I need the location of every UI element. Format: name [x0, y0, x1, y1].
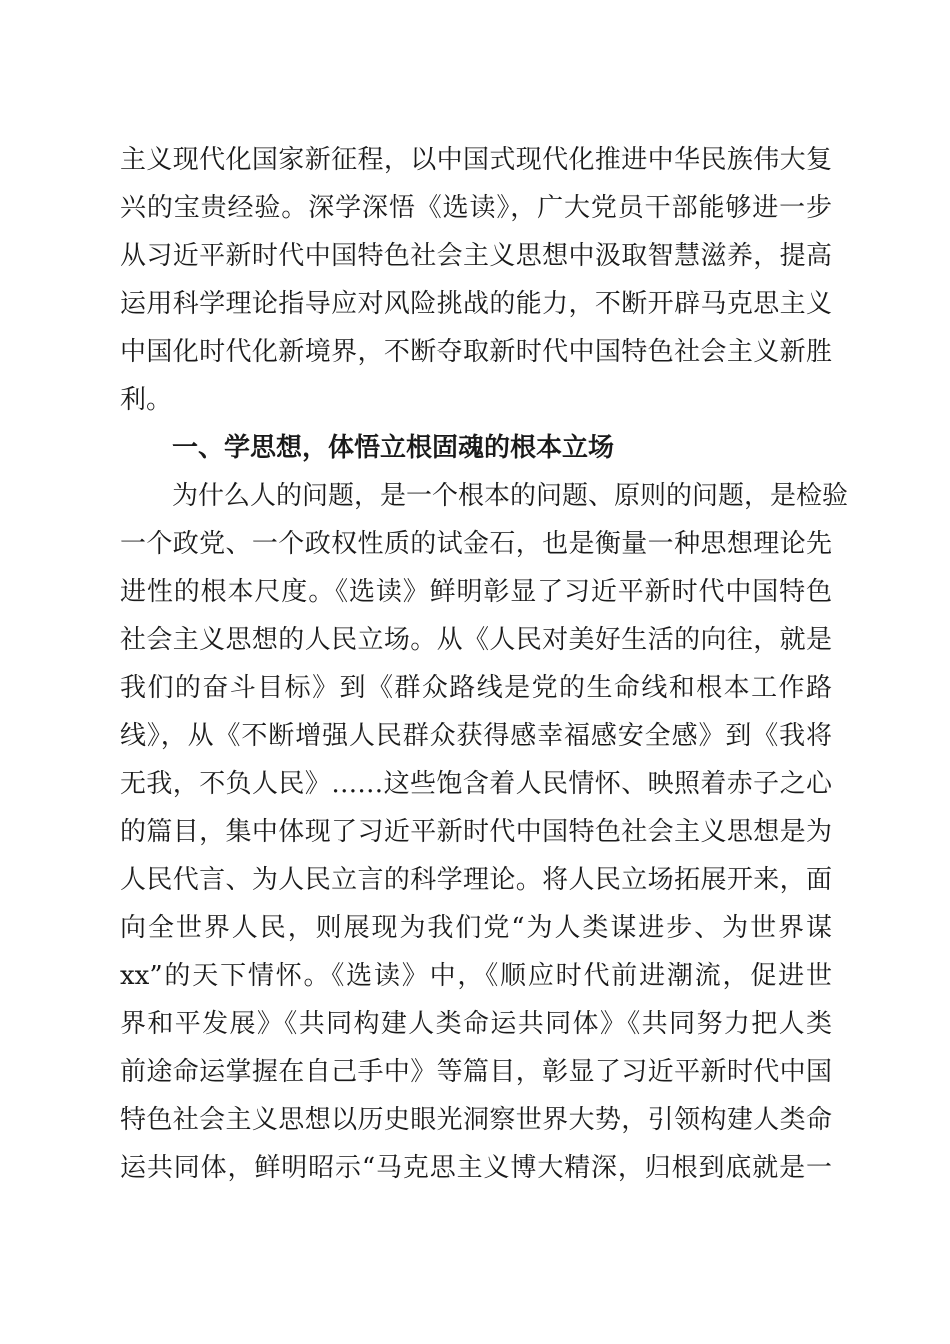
paragraph-2-line-12: 界和平发展》《共同构建人类命运共同体》《共同努力把人类 [120, 1009, 832, 1039]
paragraph-2-line-10: 向全世界人民，则展现为我们党“为人类谋进步、为世界谋 [120, 913, 832, 943]
paragraph-2-line-1: 为什么人的问题，是一个根本的问题、原则的问题，是检验 [172, 481, 849, 511]
paragraph-2-line-8: 的篇目，集中体现了习近平新时代中国特色社会主义思想是为 [120, 817, 832, 847]
paragraph-2-line-14: 特色社会主义思想以历史眼光洞察世界大势，引领构建人类命 [120, 1105, 832, 1135]
paragraph-2-line-11: xx”的天下情怀。《选读》中，《顺应时代前进潮流，促进世 [120, 961, 832, 991]
paragraph-2-line-3: 进性的根本尺度。《选读》鲜明彰显了习近平新时代中国特色 [120, 577, 832, 607]
paragraph-1-line-4: 运用科学理论指导应对风险挑战的能力，不断开辟马克思主义 [120, 289, 832, 319]
paragraph-2-line-15: 运共同体，鲜明昭示“马克思主义博大精深，归根到底就是一 [120, 1153, 832, 1183]
paragraph-2-line-5: 我们的奋斗目标》到《群众路线是党的生命线和根本工作路 [120, 673, 832, 703]
paragraph-2-line-9: 人民代言、为人民立言的科学理论。将人民立场拓展开来，面 [120, 865, 832, 895]
paragraph-1-line-6: 利。 [120, 385, 173, 415]
paragraph-2-line-13: 前途命运掌握在自己手中》等篇目，彰显了习近平新时代中国 [120, 1057, 832, 1087]
paragraph-2-line-4: 社会主义思想的人民立场。从《人民对美好生活的向往，就是 [120, 625, 832, 655]
paragraph-1-line-3: 从习近平新时代中国特色社会主义思想中汲取智慧滋养，提高 [120, 241, 832, 271]
paragraph-1-line-1: 主义现代化国家新征程，以中国式现代化推进中华民族伟大复 [120, 145, 832, 175]
paragraph-1-line-5: 中国化时代化新境界，不断夺取新时代中国特色社会主义新胜 [120, 337, 832, 367]
section-heading: 一、学思想，体悟立根固魂的根本立场 [172, 433, 615, 463]
paragraph-2-line-6: 线》，从《不断增强人民群众获得感幸福感安全感》到《我将 [120, 721, 832, 751]
paragraph-2-line-2: 一个政党、一个政权性质的试金石，也是衡量一种思想理论先 [120, 529, 832, 559]
paragraph-2-line-7: 无我，不负人民》……这些饱含着人民情怀、映照着赤子之心 [120, 769, 832, 799]
paragraph-1-line-2: 兴的宝贵经验。深学深悟《选读》，广大党员干部能够进一步 [120, 193, 832, 223]
